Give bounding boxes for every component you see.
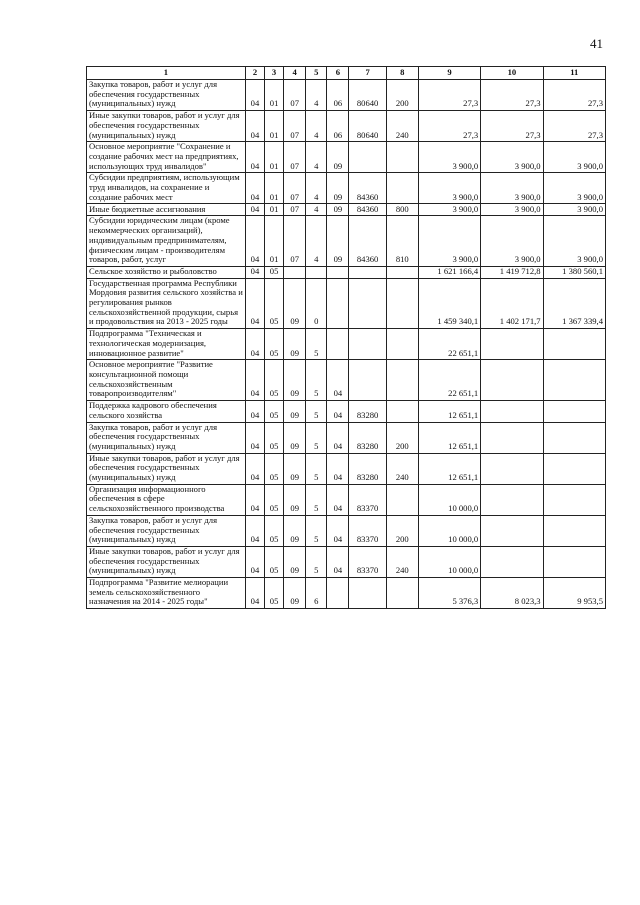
table-row — [87, 329, 606, 360]
cell-c5: 4 — [306, 111, 327, 142]
cell-c6: 06 — [327, 80, 349, 111]
cell-c5: 4 — [306, 173, 327, 204]
row-name: Закупка товаров, работ и услуг для обеспечения государственных (муниципальных) нужд — [87, 515, 246, 546]
cell-c4: 09 — [284, 578, 306, 609]
cell-c8: 800 — [386, 204, 418, 216]
cell-c8 — [386, 329, 418, 360]
cell-c11: 3 900,0 — [543, 216, 605, 267]
cell-c8 — [386, 401, 418, 422]
cell-c4: 07 — [284, 80, 306, 111]
cell-c9: 3 900,0 — [418, 142, 480, 173]
cell-c6 — [327, 578, 349, 609]
cell-c7: 80640 — [349, 111, 386, 142]
row-name: Иные закупки товаров, работ и услуг для обеспечения государственных (муниципальных) нужд — [87, 111, 246, 142]
cell-c4: 09 — [284, 401, 306, 422]
cell-c4: 09 — [284, 360, 306, 401]
cell-c2: 04 — [245, 216, 264, 267]
cell-c9: 10 000,0 — [418, 515, 480, 546]
cell-c2: 04 — [245, 401, 264, 422]
cell-c7 — [349, 266, 386, 278]
cell-c9: 12 651,1 — [418, 422, 480, 453]
row-name: Основное мероприятие "Развитие консультационной помощи сельскохозяйственным товаропроизводителям" — [87, 360, 246, 401]
cell-c11 — [543, 484, 605, 515]
cell-c11 — [543, 453, 605, 484]
cell-c5 — [306, 266, 327, 278]
row-name: Сельское хозяйство и рыболовство — [87, 266, 246, 278]
cell-c10: 27,3 — [481, 111, 543, 142]
cell-c2: 04 — [245, 111, 264, 142]
cell-c5: 5 — [306, 422, 327, 453]
table-row — [87, 266, 606, 278]
cell-c2: 04 — [245, 173, 264, 204]
cell-c11: 3 900,0 — [543, 142, 605, 173]
cell-c10 — [481, 329, 543, 360]
cell-c11: 27,3 — [543, 80, 605, 111]
cell-c3: 01 — [265, 173, 284, 204]
cell-c3: 05 — [265, 278, 284, 329]
cell-c8: 200 — [386, 80, 418, 111]
cell-c4: 09 — [284, 515, 306, 546]
cell-c4: 09 — [284, 422, 306, 453]
cell-c8 — [386, 278, 418, 329]
cell-c3: 05 — [265, 484, 284, 515]
cell-c2: 04 — [245, 546, 264, 577]
cell-c6: 06 — [327, 111, 349, 142]
cell-c7 — [349, 142, 386, 173]
cell-c11 — [543, 329, 605, 360]
cell-c7 — [349, 360, 386, 401]
cell-c7: 80640 — [349, 80, 386, 111]
cell-c11: 9 953,5 — [543, 578, 605, 609]
cell-c6: 04 — [327, 422, 349, 453]
table-row — [87, 546, 606, 577]
cell-c9: 12 651,1 — [418, 453, 480, 484]
cell-c3: 01 — [265, 111, 284, 142]
cell-c4: 09 — [284, 484, 306, 515]
cell-c10 — [481, 453, 543, 484]
cell-c10: 3 900,0 — [481, 216, 543, 267]
row-name: Подпрограмма "Развитие мелиорации земель сельскохозяйственного назначения на 2014 - 2025 годы" — [87, 578, 246, 609]
table-row — [87, 453, 606, 484]
cell-c5: 5 — [306, 515, 327, 546]
header-cell: 7 — [349, 67, 386, 80]
cell-c8: 200 — [386, 515, 418, 546]
cell-c10 — [481, 515, 543, 546]
table-row — [87, 216, 606, 267]
cell-c5: 5 — [306, 401, 327, 422]
header-cell: 11 — [543, 67, 605, 80]
cell-c11 — [543, 401, 605, 422]
cell-c11 — [543, 515, 605, 546]
cell-c11 — [543, 546, 605, 577]
cell-c6 — [327, 329, 349, 360]
cell-c5: 0 — [306, 278, 327, 329]
cell-c3: 01 — [265, 80, 284, 111]
cell-c10: 3 900,0 — [481, 173, 543, 204]
cell-c8 — [386, 266, 418, 278]
cell-c10 — [481, 484, 543, 515]
cell-c10 — [481, 401, 543, 422]
table-row — [87, 173, 606, 204]
table-row — [87, 111, 606, 142]
cell-c7 — [349, 278, 386, 329]
header-cell: 5 — [306, 67, 327, 80]
header-cell: 2 — [245, 67, 264, 80]
header-cell: 4 — [284, 67, 306, 80]
cell-c2: 04 — [245, 515, 264, 546]
cell-c2: 04 — [245, 80, 264, 111]
cell-c10 — [481, 360, 543, 401]
cell-c6: 09 — [327, 204, 349, 216]
cell-c8 — [386, 173, 418, 204]
cell-c2: 04 — [245, 329, 264, 360]
cell-c5: 6 — [306, 578, 327, 609]
table-header-row — [87, 67, 606, 80]
cell-c11: 27,3 — [543, 111, 605, 142]
cell-c5: 4 — [306, 142, 327, 173]
cell-c5: 5 — [306, 329, 327, 360]
cell-c2: 04 — [245, 484, 264, 515]
budget-table — [86, 66, 606, 609]
cell-c6: 04 — [327, 515, 349, 546]
cell-c4: 09 — [284, 278, 306, 329]
cell-c2: 04 — [245, 142, 264, 173]
cell-c4: 07 — [284, 204, 306, 216]
row-name: Организация информационного обеспечения в сфере сельскохозяйственного производства — [87, 484, 246, 515]
cell-c8 — [386, 142, 418, 173]
cell-c7: 84360 — [349, 204, 386, 216]
cell-c7: 83370 — [349, 484, 386, 515]
table-row — [87, 204, 606, 216]
row-name: Основное мероприятие "Сохранение и создание рабочих мест на предприятиях, использующих труд инвалидов" — [87, 142, 246, 173]
cell-c6: 04 — [327, 401, 349, 422]
cell-c9: 1 459 340,1 — [418, 278, 480, 329]
row-name: Поддержка кадрового обеспечения сельского хозяйства — [87, 401, 246, 422]
cell-c5: 4 — [306, 204, 327, 216]
table-row — [87, 80, 606, 111]
cell-c6 — [327, 278, 349, 329]
cell-c3: 05 — [265, 266, 284, 278]
cell-c4: 09 — [284, 329, 306, 360]
cell-c6: 04 — [327, 484, 349, 515]
table-row — [87, 360, 606, 401]
cell-c5: 5 — [306, 453, 327, 484]
cell-c5: 5 — [306, 360, 327, 401]
cell-c9: 3 900,0 — [418, 204, 480, 216]
cell-c11: 3 900,0 — [543, 173, 605, 204]
cell-c2: 04 — [245, 360, 264, 401]
cell-c8: 240 — [386, 111, 418, 142]
cell-c3: 05 — [265, 546, 284, 577]
header-cell: 3 — [265, 67, 284, 80]
cell-c9: 22 651,1 — [418, 360, 480, 401]
cell-c6: 04 — [327, 546, 349, 577]
header-cell: 8 — [386, 67, 418, 80]
cell-c8 — [386, 578, 418, 609]
cell-c4 — [284, 266, 306, 278]
cell-c3: 05 — [265, 578, 284, 609]
header-cell: 9 — [418, 67, 480, 80]
table-row — [87, 422, 606, 453]
cell-c6: 09 — [327, 142, 349, 173]
row-name: Государственная программа Республики Мордовия развития сельского хозяйства и регулирования рынков сельскохозяйственной продукции, сырья и продовольствия на 2013 - 2025 годы — [87, 278, 246, 329]
cell-c2: 04 — [245, 578, 264, 609]
cell-c11: 3 900,0 — [543, 204, 605, 216]
table-row — [87, 401, 606, 422]
cell-c9: 22 651,1 — [418, 329, 480, 360]
cell-c3: 05 — [265, 360, 284, 401]
cell-c8: 810 — [386, 216, 418, 267]
cell-c5: 4 — [306, 80, 327, 111]
cell-c4: 07 — [284, 111, 306, 142]
cell-c4: 07 — [284, 142, 306, 173]
cell-c9: 12 651,1 — [418, 401, 480, 422]
row-name: Закупка товаров, работ и услуг для обеспечения государственных (муниципальных) нужд — [87, 422, 246, 453]
cell-c2: 04 — [245, 266, 264, 278]
table-row — [87, 142, 606, 173]
cell-c9: 27,3 — [418, 111, 480, 142]
cell-c5: 5 — [306, 546, 327, 577]
table-row — [87, 578, 606, 609]
table-row — [87, 484, 606, 515]
cell-c10: 27,3 — [481, 80, 543, 111]
row-name: Закупка товаров, работ и услуг для обеспечения государственных (муниципальных) нужд — [87, 80, 246, 111]
row-name: Подпрограмма "Техническая и технологическая модернизация, инновационное развитие" — [87, 329, 246, 360]
cell-c2: 04 — [245, 204, 264, 216]
header-cell: 1 — [87, 67, 246, 80]
cell-c8: 200 — [386, 422, 418, 453]
cell-c10: 3 900,0 — [481, 142, 543, 173]
cell-c3: 01 — [265, 216, 284, 267]
cell-c10: 3 900,0 — [481, 204, 543, 216]
cell-c7 — [349, 578, 386, 609]
cell-c10: 1 402 171,7 — [481, 278, 543, 329]
cell-c7: 83370 — [349, 546, 386, 577]
cell-c10: 8 023,3 — [481, 578, 543, 609]
cell-c9: 10 000,0 — [418, 546, 480, 577]
cell-c11: 1 367 339,4 — [543, 278, 605, 329]
cell-c8 — [386, 484, 418, 515]
cell-c11 — [543, 422, 605, 453]
cell-c4: 09 — [284, 453, 306, 484]
cell-c10 — [481, 546, 543, 577]
row-name: Субсидии юридическим лицам (кроме некоммерческих организаций), индивидуальным предпринимателям, физическим лицам - производителям товаров, работ, услуг — [87, 216, 246, 267]
cell-c7: 83280 — [349, 422, 386, 453]
cell-c9: 5 376,3 — [418, 578, 480, 609]
cell-c11: 1 380 560,1 — [543, 266, 605, 278]
cell-c3: 05 — [265, 453, 284, 484]
cell-c5: 5 — [306, 484, 327, 515]
table-row — [87, 515, 606, 546]
cell-c7: 83280 — [349, 401, 386, 422]
cell-c6: 09 — [327, 173, 349, 204]
row-name: Иные закупки товаров, работ и услуг для обеспечения государственных (муниципальных) нужд — [87, 546, 246, 577]
cell-c10 — [481, 422, 543, 453]
row-name: Субсидии предприятиям, использующим труд инвалидов, на сохранение и создание рабочих мест — [87, 173, 246, 204]
cell-c6: 04 — [327, 453, 349, 484]
cell-c2: 04 — [245, 453, 264, 484]
cell-c4: 07 — [284, 173, 306, 204]
cell-c8: 240 — [386, 546, 418, 577]
cell-c5: 4 — [306, 216, 327, 267]
cell-c8: 240 — [386, 453, 418, 484]
cell-c8 — [386, 360, 418, 401]
cell-c3: 05 — [265, 401, 284, 422]
cell-c7 — [349, 329, 386, 360]
cell-c7: 83280 — [349, 453, 386, 484]
cell-c3: 01 — [265, 204, 284, 216]
cell-c4: 07 — [284, 216, 306, 267]
header-cell: 10 — [481, 67, 543, 80]
cell-c2: 04 — [245, 422, 264, 453]
cell-c2: 04 — [245, 278, 264, 329]
cell-c9: 3 900,0 — [418, 216, 480, 267]
cell-c3: 05 — [265, 329, 284, 360]
row-name: Иные бюджетные ассигнования — [87, 204, 246, 216]
cell-c4: 09 — [284, 546, 306, 577]
table-row — [87, 278, 606, 329]
cell-c10: 1 419 712,8 — [481, 266, 543, 278]
cell-c7: 83370 — [349, 515, 386, 546]
cell-c11 — [543, 360, 605, 401]
cell-c3: 01 — [265, 142, 284, 173]
cell-c6: 09 — [327, 216, 349, 267]
cell-c7: 84360 — [349, 173, 386, 204]
cell-c3: 05 — [265, 515, 284, 546]
row-name: Иные закупки товаров, работ и услуг для обеспечения государственных (муниципальных) нужд — [87, 453, 246, 484]
cell-c9: 1 621 166,4 — [418, 266, 480, 278]
cell-c3: 05 — [265, 422, 284, 453]
page-number: 41 — [590, 36, 603, 51]
header-cell: 6 — [327, 67, 349, 80]
cell-c9: 10 000,0 — [418, 484, 480, 515]
cell-c7: 84360 — [349, 216, 386, 267]
cell-c9: 3 900,0 — [418, 173, 480, 204]
cell-c6 — [327, 266, 349, 278]
cell-c9: 27,3 — [418, 80, 480, 111]
cell-c6: 04 — [327, 360, 349, 401]
